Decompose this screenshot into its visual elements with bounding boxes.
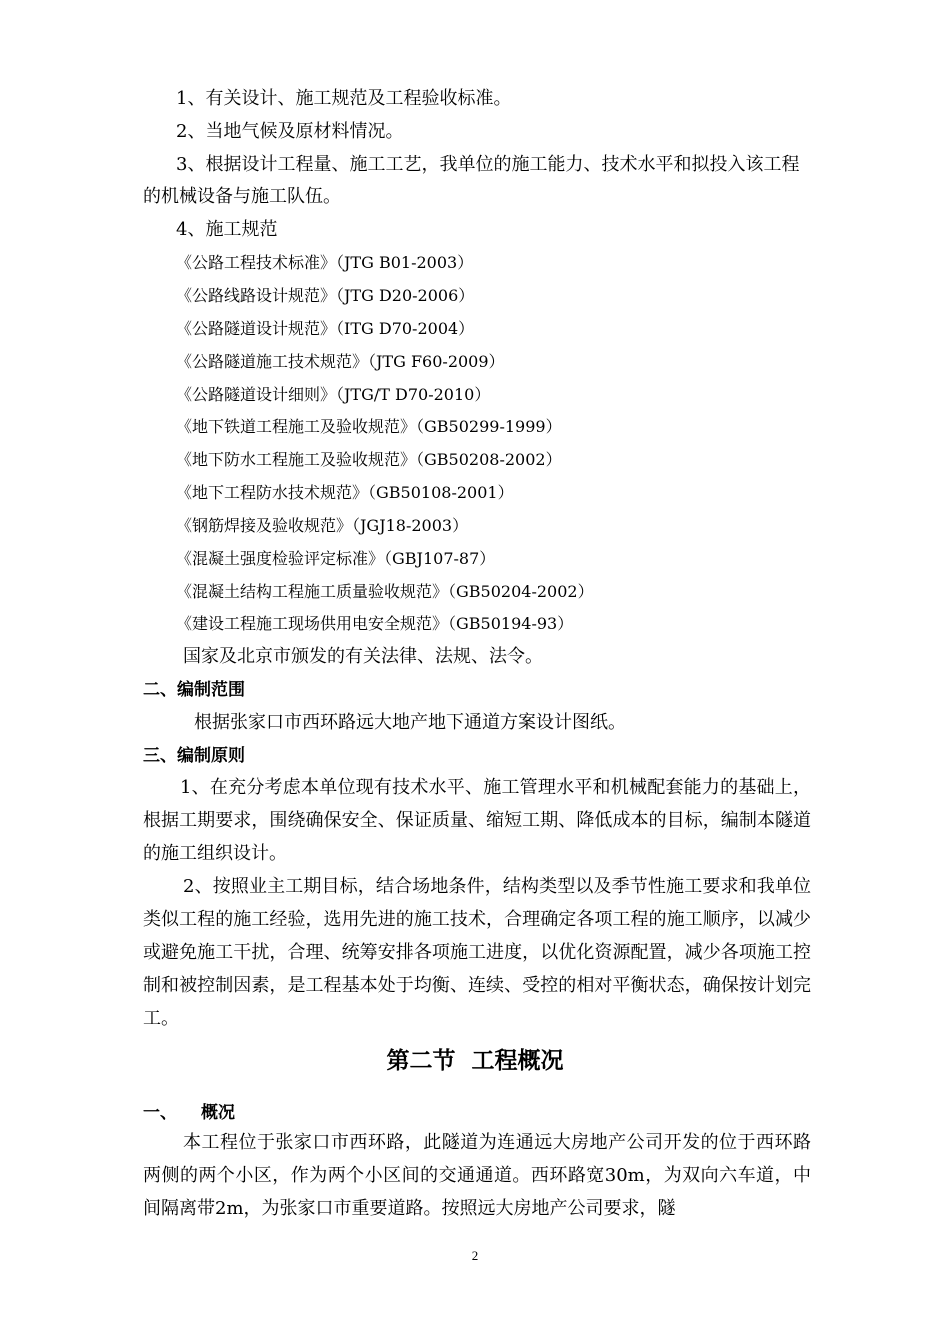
standard-item: 《地下工程防水技术规范》（GB50108-2001） <box>176 483 514 502</box>
basis-item-3-line-1: 3、根据设计工程量、施工工艺，我单位的施工能力、技术水平和拟投入该工程 <box>176 154 800 175</box>
page-number: 2 <box>471 1248 479 1263</box>
standard-item: 《公路线路设计规范》（JTG D20-2006） <box>176 286 475 305</box>
principles-heading: 三、编制原则 <box>143 746 245 766</box>
standard-item: 《公路隧道设计细则》（JTG/T D70-2010） <box>176 385 491 404</box>
overview-heading-number: 一、 <box>143 1103 177 1123</box>
standard-item: 《建设工程施工现场供用电安全规范》（GB50194-93） <box>176 614 574 633</box>
standard-item: 《混凝土结构工程施工质量验收规范》（GB50204-2002） <box>176 582 594 601</box>
standard-item: 《地下铁道工程施工及验收规范》（GB50299-1999） <box>176 417 562 436</box>
scope-heading: 二、编制范围 <box>143 680 245 700</box>
principles-paragraph-2: 2、按照业主工期目标，结合场地条件，结构类型以及季节性施工要求和我单位类似工程的施工经验，选用先进的施工技术，合理确定各项工程的施工顺序，以减少或避免施工干扰，合理、统筹安排各项施工进度，以优化资源配置，减少各项施工控制和被控制因素，是工程基本处于均衡、连续、受控的相对平衡状态，确保按计划完工。 <box>143 876 811 1029</box>
basis-item-3-line-2: 的机械设备与施工队伍。 <box>143 186 341 207</box>
basis-item-1: 1、有关设计、施工规范及工程验收标准。 <box>176 88 512 109</box>
basis-item-4: 4、施工规范 <box>176 219 278 240</box>
standard-item: 《公路隧道设计规范》（ITG D70-2004） <box>176 319 475 338</box>
overview-heading-text: 概况 <box>201 1103 235 1123</box>
principles-paragraph-1: 1、在充分考虑本单位现有技术水平、施工管理水平和机械配套能力的基础上，根据工期要求，围绕确保安全、保证质量、缩短工期、降低成本的目标，编制本隧道的施工组织设计。 <box>143 777 811 864</box>
standard-item: 《公路隧道施工技术规范》（JTG F60-2009） <box>176 352 505 371</box>
laws-line: 国家及北京市颁发的有关法律、法规、法令。 <box>183 646 543 667</box>
section-title: 第二节 工程概况 <box>386 1048 564 1074</box>
standard-item: 《公路工程技术标准》（JTG B01-2003） <box>176 253 474 272</box>
standard-item: 《钢筋焊接及验收规范》（JGJ18-2003） <box>176 516 469 535</box>
basis-item-2: 2、当地气候及原材料情况。 <box>176 121 404 142</box>
scope-text: 根据张家口市西环路远大地产地下通道方案设计图纸。 <box>194 712 626 733</box>
standard-item: 《地下防水工程施工及验收规范》（GB50208-2002） <box>176 450 562 469</box>
overview-paragraph: 本工程位于张家口市西环路，此隧道为连通远大房地产公司开发的位于西环路两侧的两个小区，作为两个小区间的交通通道。西环路宽30m，为双向六车道，中间隔离带2m，为张家口市重要道路。按照远大房地产公司要求，隧 <box>143 1132 811 1219</box>
standard-item: 《混凝土强度检验评定标准》（GBJ107-87） <box>176 549 496 568</box>
